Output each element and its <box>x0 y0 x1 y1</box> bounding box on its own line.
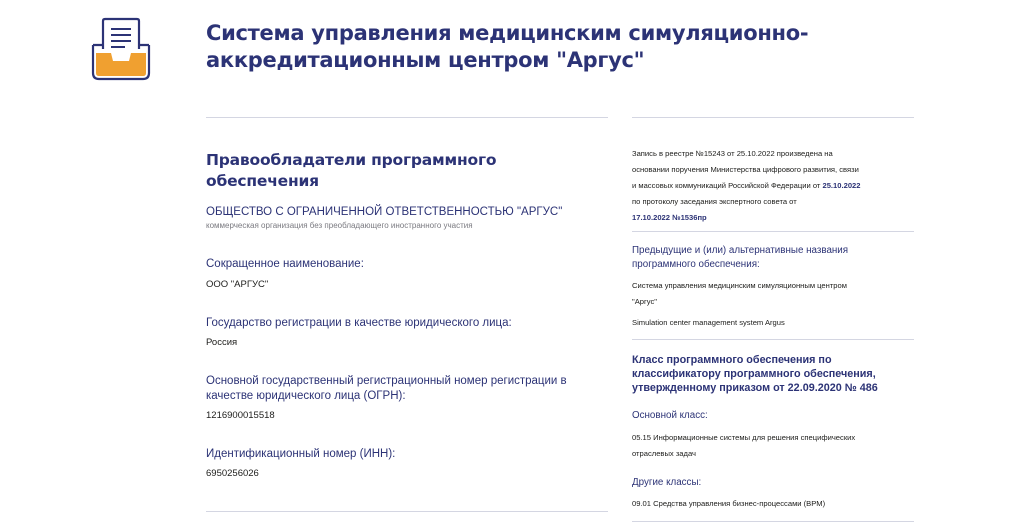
main-class-value <box>632 430 917 462</box>
registry-order-date: 25.10.2022 <box>822 181 861 190</box>
alt-names-label <box>632 244 922 272</box>
page-title <box>206 20 846 74</box>
alt-name-1 <box>632 278 917 310</box>
other-classes-label: Другие классы: <box>632 477 702 488</box>
company-note: коммерческая организация без преобладающего иностранного участия <box>206 221 473 230</box>
registry-note-line-3 <box>632 178 922 194</box>
section-title-line-2: обеспечения <box>206 172 319 190</box>
right-bottom-divider <box>632 521 914 522</box>
inn-label: Идентификационный номер (ИНН): <box>206 448 396 460</box>
alt-name-1-line-1: Система управления медицинским симуляционным центром <box>632 281 847 290</box>
main-class-value-line-2: отраслевых задач <box>632 449 696 458</box>
inn-value: 6950256026 <box>206 468 259 479</box>
registry-note <box>632 146 922 226</box>
right-top-divider <box>632 117 914 118</box>
alt-names-label-line-1: Предыдущие и (или) альтернативные названия <box>632 245 849 256</box>
page-title-line-1: Система управления медицинским симуляционно- <box>206 21 809 45</box>
class-title-line-3: утвержденному приказом от 22.09.2020 № 486 <box>632 382 878 394</box>
main-class-label: Основной класс: <box>632 410 708 421</box>
country-value: Россия <box>206 337 238 348</box>
ogrn-label <box>206 374 606 404</box>
registry-note-line-3-text: и массовых коммуникаций Российской Федерации от <box>632 181 823 190</box>
registry-note-line-4: по протоколу заседания экспертного совета от <box>632 197 797 206</box>
software-class-title <box>632 353 922 395</box>
class-title-line-2: классификатору программного обеспечения, <box>632 368 876 380</box>
registry-note-line-1: Запись в реестре №15243 от 25.10.2022 произведена на <box>632 149 833 158</box>
right-divider-1 <box>632 231 914 232</box>
alt-names-label-line-2: программного обеспечения: <box>632 259 760 270</box>
short-name-label: Сокращенное наименование: <box>206 258 364 270</box>
alt-name-1-line-2: "Аргус" <box>632 297 657 306</box>
class-title-line-1: Класс программного обеспечения по <box>632 354 832 366</box>
left-top-divider <box>206 117 608 118</box>
document-tray-icon <box>89 15 153 83</box>
rightholders-section-title <box>206 150 566 192</box>
ogrn-value: 1216900015518 <box>206 410 275 421</box>
alt-name-2: Simulation center management system Argus <box>632 318 785 327</box>
left-bottom-divider <box>206 511 608 512</box>
short-name-value: ООО "АРГУС" <box>206 279 269 290</box>
section-title-line-1: Правообладатели программного <box>206 151 497 169</box>
other-classes-value: 09.01 Средства управления бизнес-процессами (BPM) <box>632 499 826 508</box>
main-class-value-line-1: 05.15 Информационные системы для решения специфических <box>632 433 856 442</box>
registry-protocol-date: 17.10.2022 №1536пр <box>632 213 707 222</box>
country-label: Государство регистрации в качестве юридического лица: <box>206 317 512 329</box>
company-name: ОБЩЕСТВО С ОГРАНИЧЕННОЙ ОТВЕТСТВЕННОСТЬЮ "АРГУС" <box>206 206 563 218</box>
right-divider-2 <box>632 339 914 340</box>
ogrn-label-line-2: качестве юридического лица (ОГРН): <box>206 390 406 402</box>
ogrn-label-line-1: Основной государственный регистрационный номер регистрации в <box>206 375 567 387</box>
registry-note-line-2: основании поручения Министерства цифрового развития, связи <box>632 165 859 174</box>
page-title-line-2: аккредитационным центром "Аргус" <box>206 48 645 72</box>
